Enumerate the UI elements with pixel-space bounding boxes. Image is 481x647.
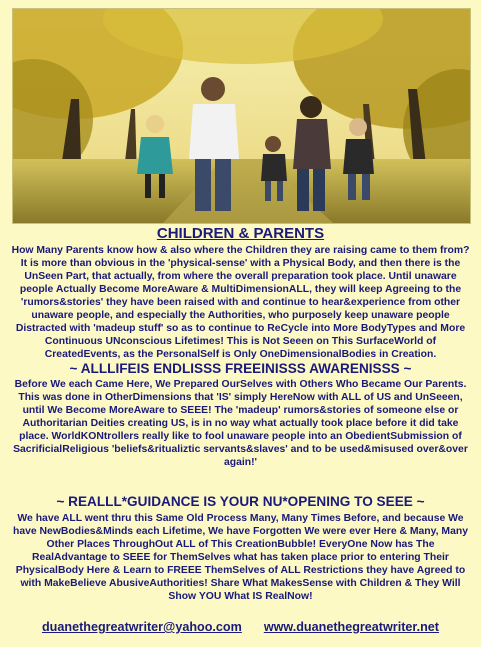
contact-links [0,620,481,634]
paragraph-parents: How Many Parents know how & also where the Children they are raising came to them from? It is more than obvious in the 'physical-sense' with a Physical Body, and then there is the UnSeen Part, that actually, from where the overall preparation took place. Until unaware people Actually Become MoreAware & MultiDimensionALL, they will keep Agreeing to the 'rumors&stories' they have been raised with and continue to hear&experience from other unaware people, and especially the Authorities, who purposely keep unaware people Distracted with 'madeup stuff' so as to continue to ReCycle into More BodyTypes and More Continuous UNconscious Lifetimes! This is Not Seeen on This SurfaceWorld of CreatedEvents, as the PersonalSelf is Only OneDimensionalBodies in Creation. [11,245,470,360]
website-link[interactable]: www.duanethegreatwriter.net [263,620,439,634]
section-heading-guidance: ~ REALLL*GUIDANCE IS YOUR NU*OPENING TO SEEE ~ [56,494,425,509]
paragraph-process: We have ALL went thru this Same Old Process Many, Many Times Before, and because We have NewBodies&Minds each Lifetime, We have Forgotten We were ever Here & Many, Many Other Places ThroughOut ALL of This CreationBubble! EveryOne Now has The RealAdvantage to SEEE for ThemSelves what has taken place prior to entering Their PhysicalBody Here & Learn to FREEE ThemSelves of ALL Restrictions they have Agreed to with MakeBelieve AbusiveAuthorities! Share What MakesSense with Children & They Will Show YOU What IS RealNow! [12,513,468,602]
section-heading-awareness: ~ ALLLIFEIS ENDLISSS FREEINISSS AWARENISSS ~ [69,361,412,376]
page-title: CHILDREN & PARENTS [156,225,325,242]
email-link[interactable]: duanethegreatwriter@yahoo.com [41,620,242,634]
family-photo [12,8,471,224]
paragraph-preparation: Before We each Came Here, We Prepared OurSelves with Others Who Became Our Parents. This was done in OtherDimensions that 'IS' simply HereNow with ALL of US and UnSeeen, until We Become MoreAware to SEEE! The 'madeup' rumors&stories of someone else or Authoritarian Deities creating US, is in no way what actually took place before it did take place. WorldKONtrollers really like to fool unaware people into an ObedientSubmission of SacrificialReligious 'beliefs&ritualiztic servants&slaves' and to be used&misused over&over again!' [13,379,468,468]
